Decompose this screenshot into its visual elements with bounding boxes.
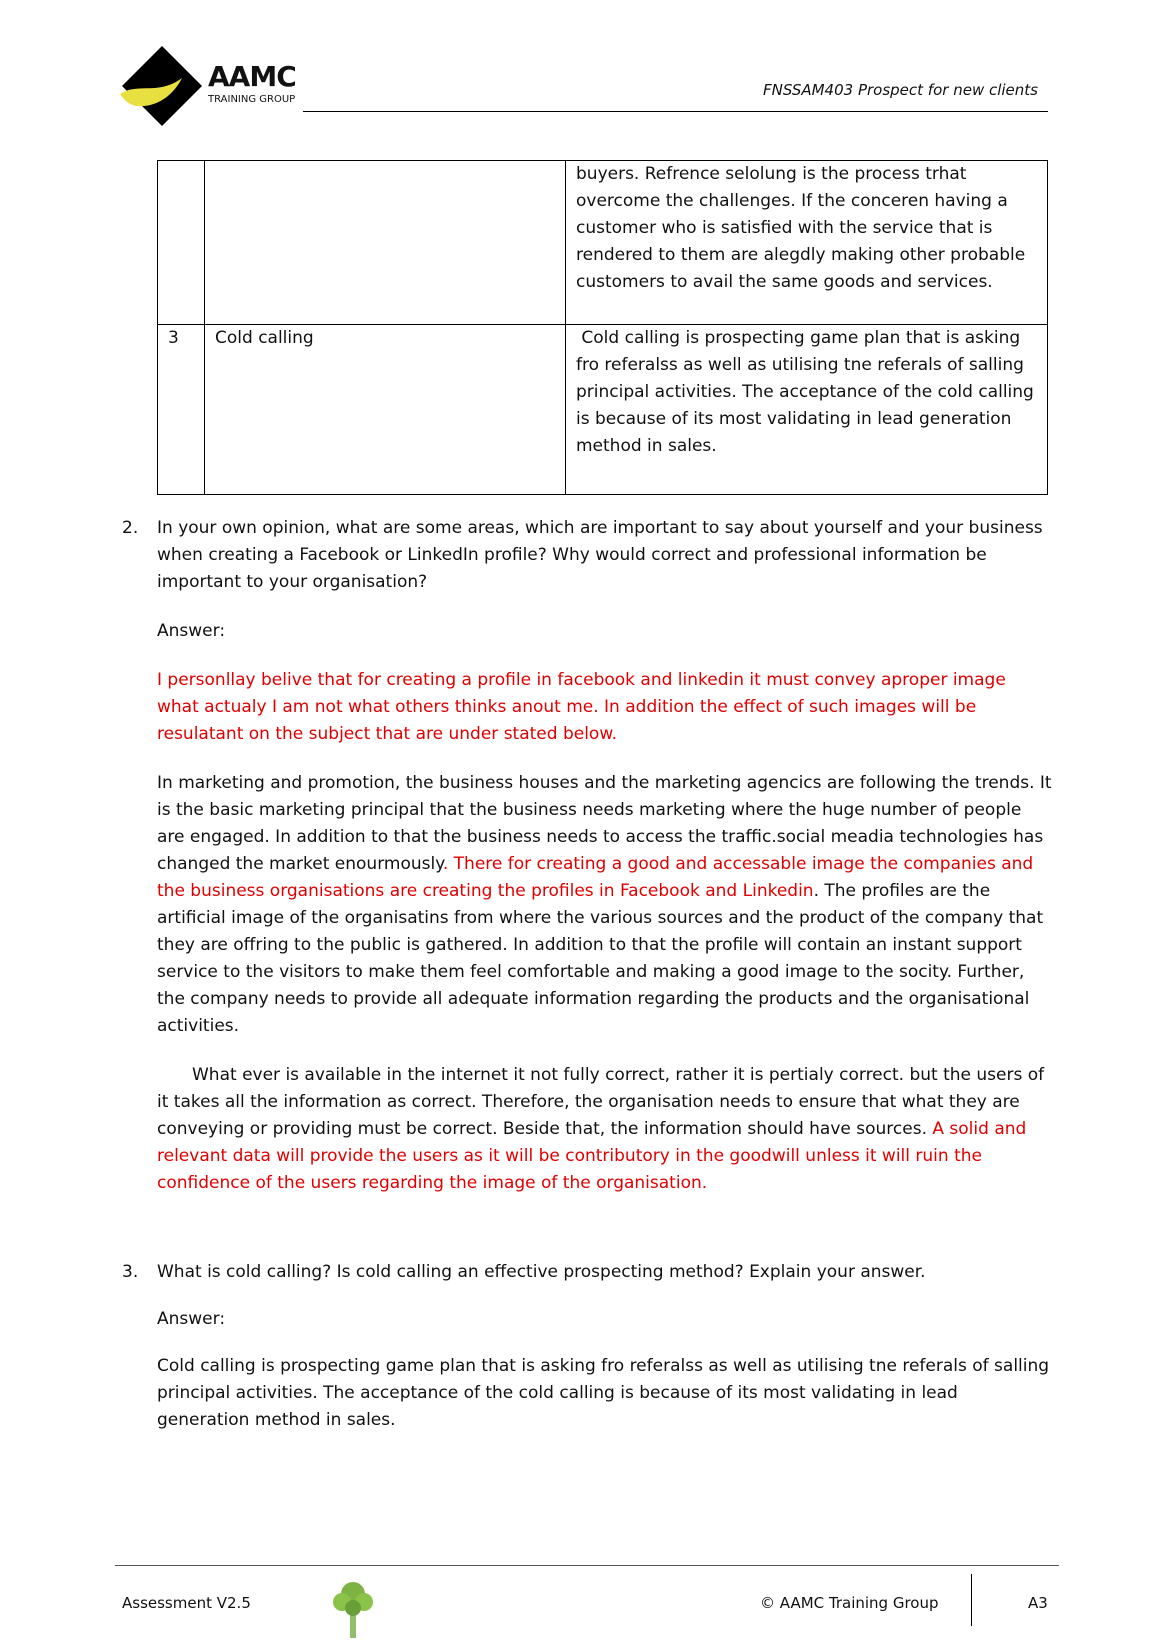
answer-paragraph: Cold calling is prospecting game plan that is asking fro referalss as well as utilising tne referals of salling principal activities. The acceptance of the cold calling is because of its most validating in lead generation method in sales. [157,1356,1050,1430]
header-divider [303,111,1048,112]
tree-logo-icon [330,1578,376,1649]
page-number: A3 [1028,1594,1048,1612]
text-run: What ever is available in the internet it not fully correct, rather it is pertialy correct. but the users of it takes all the information as correct. Therefore, the organisation needs to ensure that what they are conveying or providing must be correct. Beside that, the information should have sources. [157,1065,1045,1139]
question-number: 3. [122,1262,139,1282]
row-method [205,161,566,325]
text-run: . The profiles are the artificial image of the organisatins from where the various sources and the product of the company that they are offring to the public is gathered. In addition to that the profile will contain an instant support service to the visitors to make them feel comfortable and making a good image to the socity. Further, the company needs to provide all adequate information regarding the products and the organisational activities. [157,881,1044,1036]
table-row [158,325,1048,495]
highlighted-text: . There for creating a good and accessable image the companies and the business organisations are creating the profiles in Facebook and Linkedin [157,854,1034,901]
answer-paragraph: I personllay belive that for creating a profile in facebook and linkedin it must convey aproper image what actualy I am not what others thinks anout me. In addition the effect of such images will be resulatant on the subject that are under stated below. [157,670,1006,744]
footer-separator [971,1574,972,1626]
footer-divider [115,1565,1059,1566]
row-number: 3 [158,325,205,495]
row-description: buyers. Refrence selolung is the process trhat overcome the challenges. If the conceren having a customer who is satisfied with the service that is rendered to them are alegdly making other probable customers to avail the same goods and services. [566,161,1048,325]
answer-label: Answer: [157,1309,226,1329]
question-number: 2. [122,518,139,538]
question-2: In your own opinion, what are some areas, which are important to say about yourself and your business when creating a Facebook or LinkedIn profile? Why would correct and professional information be important to your organisation? [157,518,1043,592]
row-number [158,161,205,325]
methods-table [157,160,1048,495]
answer-paragraph [157,770,1052,1040]
logo-subtext: TRAINING GROUP [208,94,296,105]
answer-paragraph [157,1062,1052,1197]
row-method: Cold calling [205,325,566,495]
company-logo [118,44,318,128]
question-3: What is cold calling? Is cold calling an effective prospecting method? Explain your answer. [157,1262,926,1282]
question-2-block [122,515,1052,596]
answer-label: Answer: [157,621,226,641]
table-row [158,161,1048,325]
footer-version: Assessment V2.5 [122,1594,251,1612]
question-3-block [122,1259,1052,1286]
highlighted-text: A solid and relevant data will provide the users as it will be contributory in the goodwill unless it will ruin the confidence of the users regarding the image of the organisation. [157,1119,1027,1193]
document-title: FNSSAM403 Prospect for new clients [763,81,1038,99]
document-body [122,160,1052,1434]
row-description: Cold calling is prospecting game plan that is asking fro referalss as well as utilising tne referals of salling principal activities. The acceptance of the cold calling is because of its most validating in lead generation method in sales. [566,325,1048,495]
text-run: In marketing and promotion, the business houses and the marketing agencics are following the trends. It is the basic marketing principal that the business needs marketing where the huge number of people are engaged. In addition to that the business needs to access the traffic.social meadia technologies has changed the market enourmously [157,773,1052,874]
footer-copyright: © AAMC Training Group [760,1594,939,1612]
logo-text: AAMC [208,60,296,93]
